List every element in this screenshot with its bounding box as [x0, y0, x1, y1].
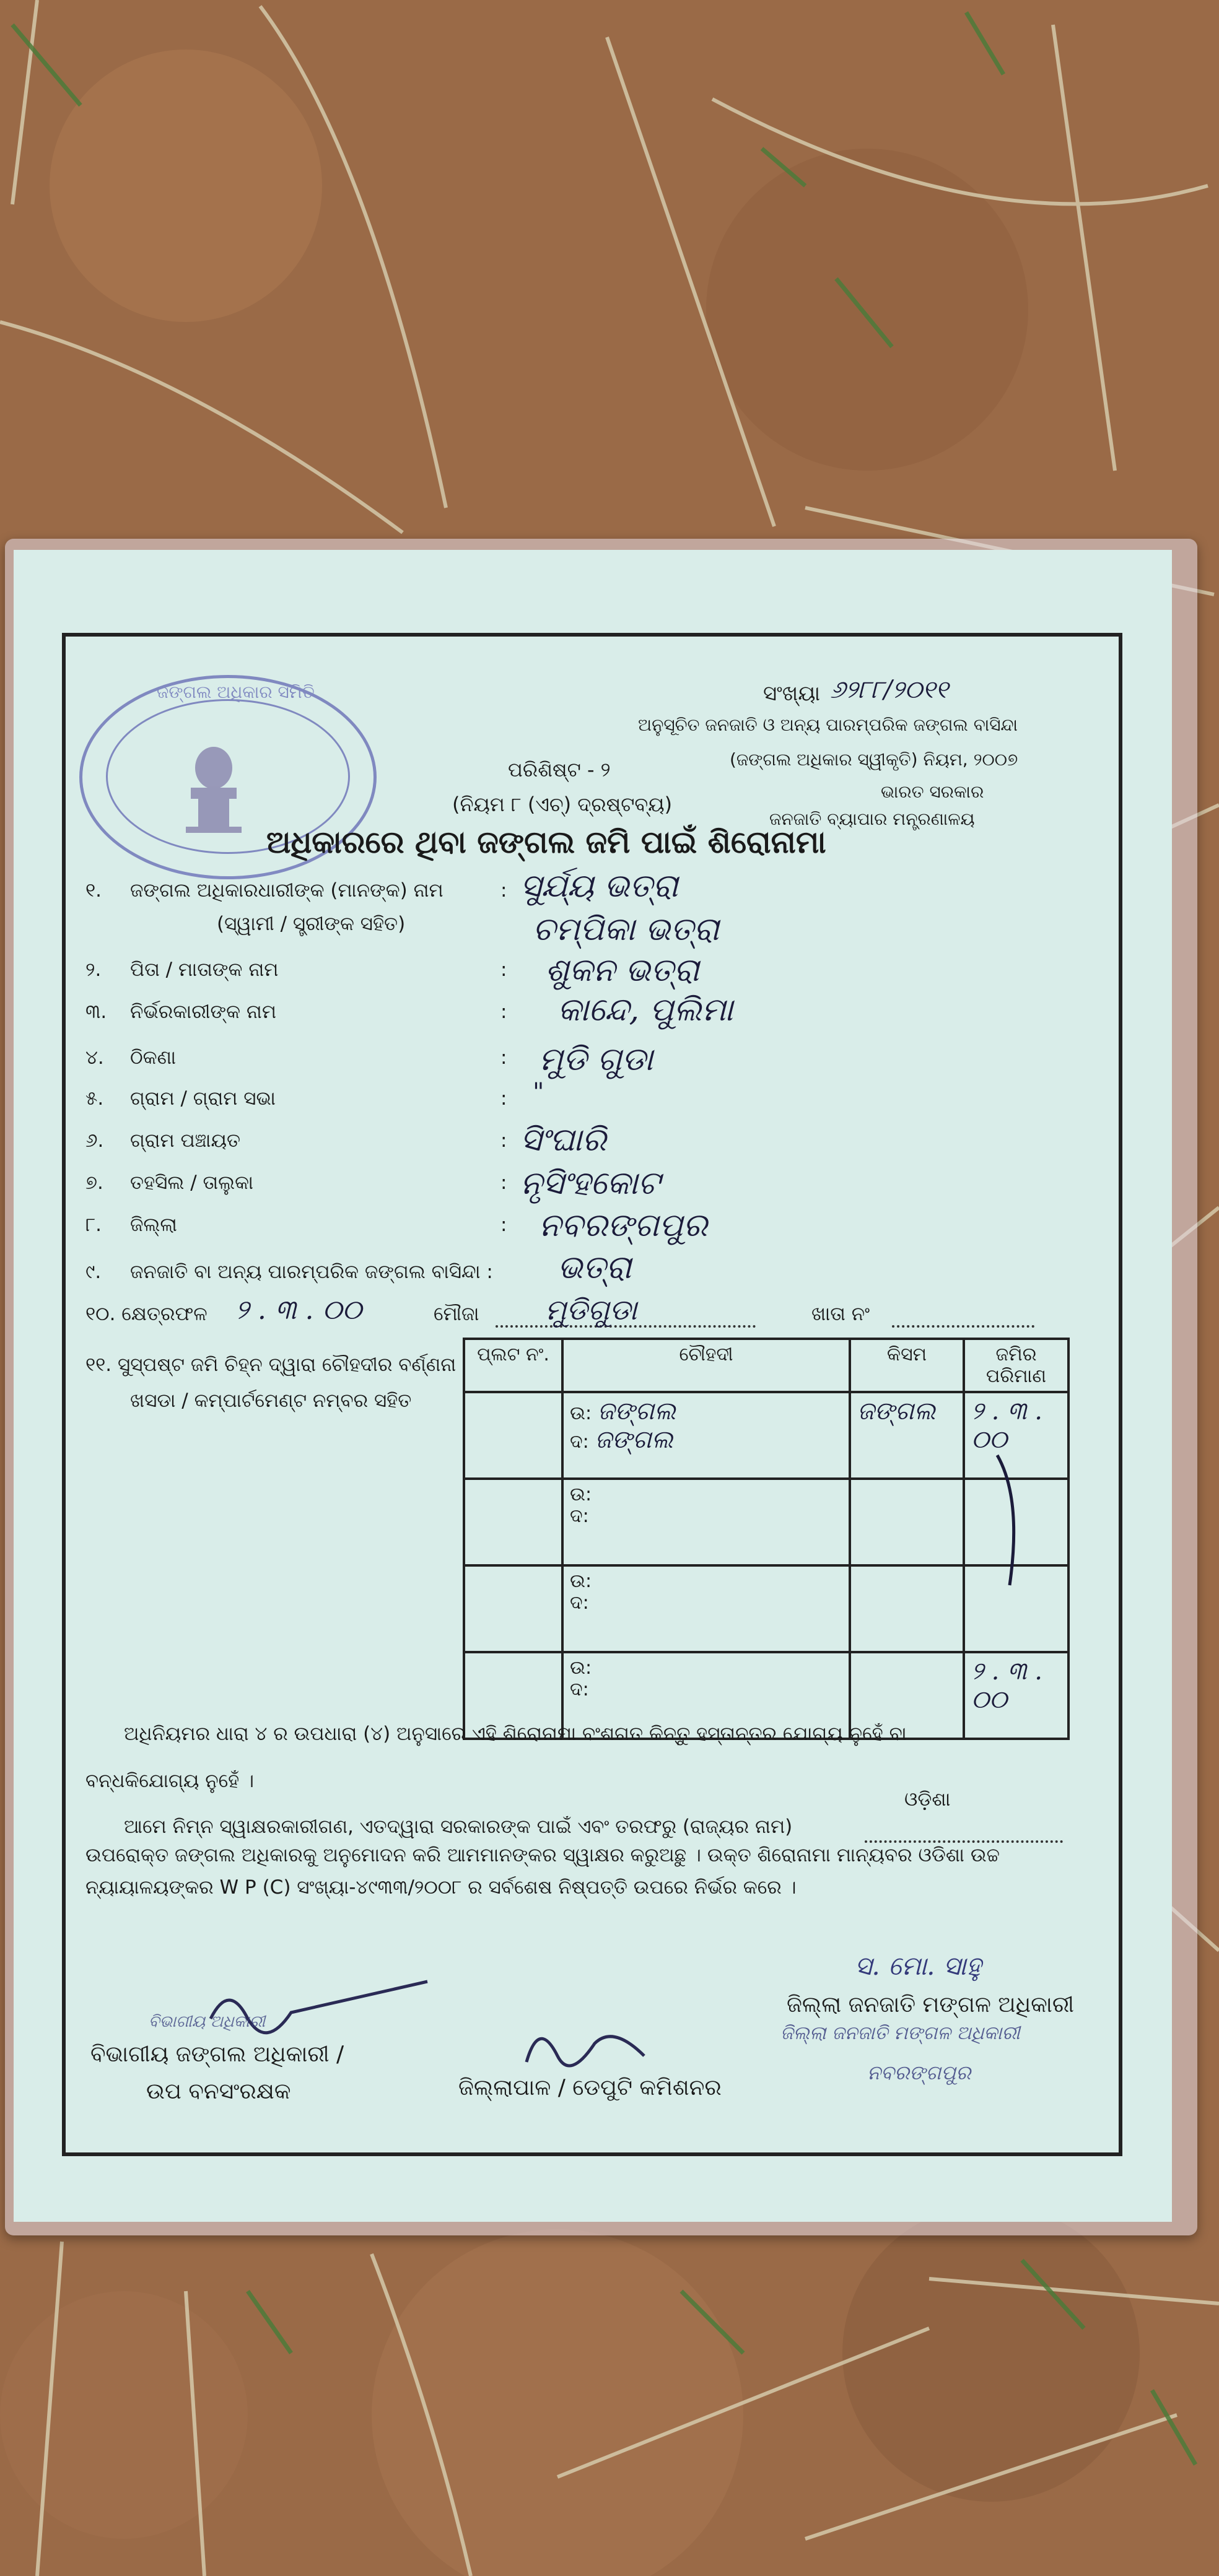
header-line-3: ଭାରତ ସରକାର [881, 781, 984, 802]
paragraph-2-line-3: ନ୍ୟାୟାଳୟଙ୍କର W P (C) ସଂଖ୍ୟା-୪୯୩୩/୨୦୦୮ ର ସର୍ବଶେଷ ନିଷ୍ପତ୍ତି ଉପରେ ନିର୍ଭର କରେ । [85, 1876, 797, 1899]
header-line-2: (ଜଙ୍ଗଲ ଅଧିକାର ସ୍ୱୀକୃତି) ନିୟମ, ୨୦୦୭ [730, 749, 1018, 770]
field-5-number: ୫. [85, 1087, 104, 1110]
paragraph-1-line-1: ଅଧିନିୟମର ଧାରା ୪ ର ଉପଧାରା (୪) ଅନୁସାରେ ଏହି ଶିରୋନାମା ବଂଶଗତ କିନ୍ତୁ ହସ୍ତାନ୍ତର ଯୋଗ୍ୟ ନୁହେଁ ବା [124, 1723, 907, 1745]
field-1-label-2: (ସ୍ୱାମୀ / ସ୍ତ୍ରୀଙ୍କ ସହିତ) [217, 913, 406, 935]
rule-reference: (ନିୟମ ୮ (ଏଚ୍) ଦ୍ରଷ୍ଟବ୍ୟ) [452, 793, 673, 816]
field-2-number: ୨. [85, 959, 102, 981]
boundary-table [463, 1338, 1070, 1740]
amount-value: ୨ . ୩ . ୦୦ [971, 1397, 1042, 1454]
field-9-value: ଭତ୍ରା [557, 1249, 632, 1286]
total-amount-value: ୨ . ୩ . ୦୦ [971, 1657, 1042, 1714]
north-boundary-value: ଜଙ୍ଗଲ [597, 1397, 676, 1425]
field-5-value: " [533, 1078, 544, 1107]
boundary-label: ୧୧. ସୁସ୍ପଷ୍ଟ ଜମି ଚିହ୍ନ ଦ୍ୱାରା ଚୌହଦୀର ବର୍ଣ୍ଣନା [85, 1354, 457, 1376]
field-3-label: ନିର୍ଭରକାରୀଙ୍କ ନାମ [130, 1001, 277, 1023]
field-3-value: କାନ୍ଦେ, ପୁଲିମା [557, 991, 733, 1029]
field-6-value: ସିଂଘାରି [520, 1121, 606, 1159]
dtwo-stamp-line-1: ଜିଲ୍ଲା ଜନଜାତି ମଙ୍ଗଳ ଅଧିକାରୀ [780, 2022, 1020, 2044]
area-value: ୨ . ୩ . ୦୦ [235, 1294, 362, 1326]
table-row: ଉ: ଜଙ୍ଗଲ ଦ: ଜଙ୍ଗଲ ଜଙ୍ଗଲ ୨ . ୩ . ୦୦ [464, 1392, 1068, 1479]
dtwo-stamp-line-2: ନବରଙ୍ଗପୁର [867, 2061, 971, 2084]
serial-number: ୬୨୮୮/୨୦୧୧ [830, 676, 948, 704]
field-1-number: ୧. [85, 879, 102, 902]
header-land-amount: ଜମିର ପରିମାଣ [964, 1339, 1068, 1392]
paragraph-2-line-2: ଉପରୋକ୍ତ ଜଙ୍ଗଲ ଅଧିକାରକୁ ଅନୁମୋଦନ କରି ଆମମାନଙ୍କର ସ୍ୱାକ୍ଷର କରୁଅଛୁ । ଉକ୍ତ ଶିରୋନାମା ମାନ୍ୟବର ଓଡିଶା ଉଚ୍ଚ [85, 1844, 1000, 1866]
field-8-label: ଜିଲ୍ଲା [130, 1214, 177, 1236]
appendix-label: ପରିଶିଷ୍ଟ - ୨ [508, 758, 611, 781]
field-8-number: ୮. [85, 1214, 102, 1236]
field-6-number: ୬. [85, 1129, 104, 1152]
collector-title: ଜିଲ୍ଲାପାଳ / ଡେପୁଟି କମିଶନର [458, 2075, 722, 2100]
field-4-number: ୪. [85, 1046, 104, 1069]
field-4-value: ମୁଡି ଗୁଡା [539, 1041, 653, 1078]
paragraph-2-line-1: ଆମେ ନିମ୍ନ ସ୍ୱାକ୍ଷରକାରୀଗଣ, ଏତଦ୍ୱାରା ସରକାରଙ୍କ ପାଇଁ ଏବଂ ତରଫରୁ (ରାଜ୍ୟର ନାମ) [124, 1816, 793, 1838]
dtwo-signature: ସ. ମୋ. ସାହୁ [855, 1951, 982, 1981]
boundary-label-2: ଖସଡା / କମ୍ପାର୍ଟମେଣ୍ଟ ନମ୍ବର ସହିତ [130, 1390, 412, 1412]
field-2-value: ଶୁକନ ଭତ୍ରା [545, 952, 699, 989]
dtwo-title: ଜିଲ୍ଲା ଜନଜାତି ମଙ୍ଗଳ ଅଧିକାରୀ [787, 1992, 1075, 2017]
field-9-label: ଜନଜାତି ବା ଅନ୍ୟ ପାରମ୍ପରିକ ଜଙ୍ଗଲ ବାସିନ୍ଦା : [130, 1261, 493, 1283]
dfo-title: ବିଭାଗୀୟ ଜଙ୍ଗଲ ଅଧିକାରୀ / [90, 2042, 344, 2067]
state-name: ଓଡ଼ିଶା [904, 1788, 951, 1811]
field-9-number: ୯. [85, 1261, 102, 1283]
ditto-mark [985, 1449, 1041, 1591]
national-emblem-icon [180, 743, 248, 836]
field-3-number: ୩. [85, 1001, 107, 1023]
dfo-stamp-text: ବିଭାଗୀୟ ଅଧିକାରୀ [149, 2012, 266, 2031]
field-5-label: ଗ୍ରାମ / ଗ୍ରାମ ସଭା [130, 1087, 276, 1110]
mouza-value: ମୁଡିଗୁଡା [545, 1293, 637, 1326]
khata-label: ଖାତା ନଂ [811, 1303, 870, 1325]
field-7-label: ତହସିଲ / ତାଲୁକା [130, 1172, 254, 1194]
paragraph-1-line-2: ବନ୍ଧକିଯୋଗ୍ୟ ନୁହେଁ । [85, 1770, 255, 1792]
field-1-value: ସୁର୍ଯ୍ୟ ଭତ୍ରା [520, 868, 678, 905]
dfo-title-2: ଉପ ବନସଂରକ୍ଷକ [146, 2079, 291, 2104]
south-boundary-value: ଜଙ୍ଗଲ [595, 1425, 673, 1454]
field-1-value-2: ଚମ୍ପିକା ଭତ୍ରା [533, 911, 719, 948]
mouza-label: ମୌଜା [434, 1303, 479, 1325]
field-7-value: ନୃସିଂହକୋଟ [520, 1165, 660, 1202]
area-label: ୧୦. କ୍ଷେତ୍ରଫଳ [85, 1303, 208, 1325]
kisam-value: ଜଙ୍ଗଲ [857, 1397, 936, 1425]
seal-text: ଜଙ୍ଗଲ ଅଧିକାର ସମିତି [157, 682, 315, 702]
header-line-4: ଜନଜାତି ବ୍ୟାପାର ମନ୍ତ୍ରଣାଳୟ [769, 809, 975, 829]
field-7-number: ୭. [85, 1172, 103, 1194]
header-line-1: ଅନୁସୂଚିତ ଜନଜାତି ଓ ଅନ୍ୟ ପାରମ୍ପରିକ ଜଙ୍ଗଲ ବାସିନ୍ଦା [638, 715, 1018, 735]
table-row: ଉ: ଦ: ୨ . ୩ . ୦୦ [464, 1652, 1068, 1739]
table-row: ଉ: ଦ: [464, 1565, 1068, 1652]
field-1-label: ଜଙ୍ଗଲ ଅଧିକାରଧାରୀଙ୍କ (ମାନଙ୍କ) ନାମ [130, 879, 443, 902]
field-6-label: ଗ୍ରାମ ପଞ୍ଚାୟତ [130, 1129, 241, 1152]
table-row: ଉ: ଦ: [464, 1479, 1068, 1565]
serial-label: ସଂଖ୍ୟା [763, 681, 821, 706]
header-kisam: କିସମ [850, 1339, 964, 1392]
field-2-label: ପିତା / ମାତାଙ୍କ ନାମ [130, 959, 279, 981]
table-header-row [464, 1339, 1068, 1392]
header-plot-no: ପ୍ଲଟ ନଂ. [464, 1339, 562, 1392]
document-title: ଅଧିକାରରେ ଥିବା ଜଙ୍ଗଲ ଜମି ପାଇଁ ଶିରୋନାମା [266, 824, 826, 860]
field-4-label: ଠିକଣା [130, 1046, 177, 1069]
header-boundary: ଚୌହଦୀ [562, 1339, 850, 1392]
field-8-value: ନବରଙ୍ଗପୁର [539, 1207, 708, 1244]
